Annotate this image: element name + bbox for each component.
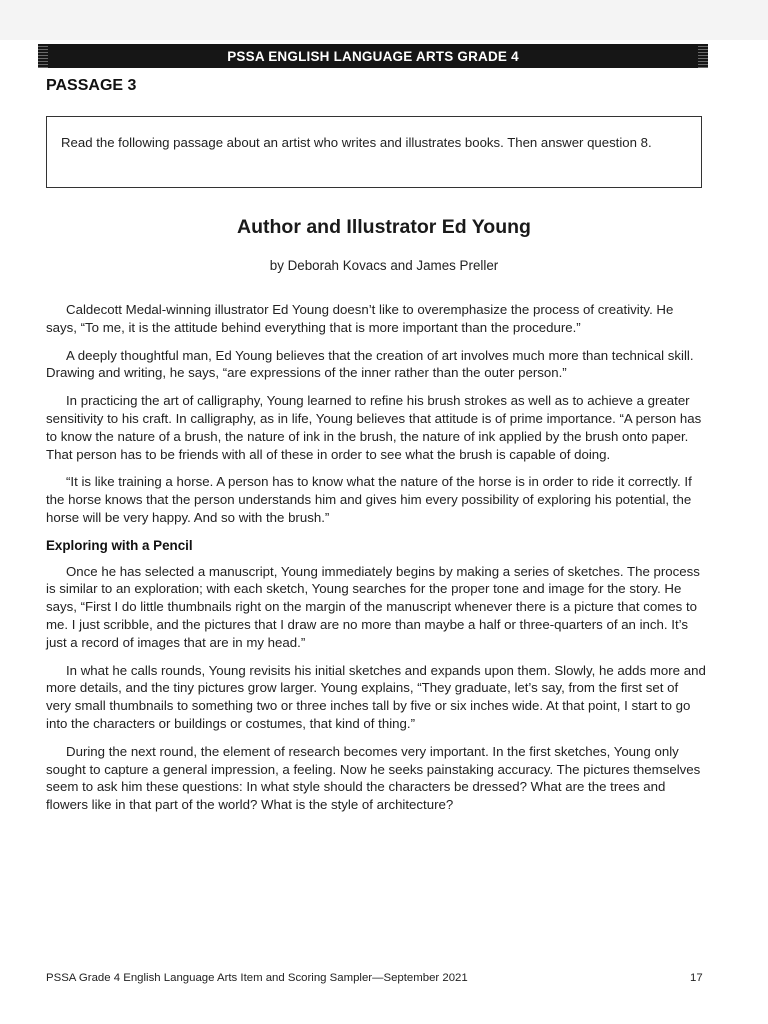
intro-box (46, 116, 702, 188)
passage-label: PASSAGE 3 (46, 77, 137, 94)
article-title: Author and Illustrator Ed Young (237, 216, 531, 238)
paragraph-2: A deeply thoughtful man, Ed Young believes that the creation of art involves much more than technical skill. Drawing and writing, he says, “are expressions of the inner rather than the outer person.” (46, 347, 694, 381)
section-heading: Exploring with a Pencil (46, 537, 193, 553)
section-paragraph-3: During the next round, the element of research becomes very important. In the first sketches, Young only sought to capture a general impression, a feeling. Now he seeks painstaking accuracy. The pictures themselves seem to ask him these questions: In what style should the characters be dressed? What are the trees and flowers like in that part of the world? What is the style of architecture? (46, 743, 701, 813)
header-title: PSSA ENGLISH LANGUAGE ARTS GRADE 4 (227, 48, 519, 64)
section-paragraph-1: Once he has selected a manuscript, Young immediately begins by making a series of sketches. The process is similar to an exploration; with each sketch, Young searches for the proper tone and image for the story. He says, “First I do little thumbnails right on the margin of the manuscript whenever there is a picture that comes to me. I just scribble, and the pictures that I draw are no more than maybe a half or three-quarters of an inch. It’s just a record of images that are in my head.” (46, 563, 700, 650)
header-bar-edge-left (38, 44, 48, 68)
paragraph-3: In practicing the art of calligraphy, Young learned to refine his brush strokes as well as to achieve a greater sensitivity to his craft. In calligraphy, as in life, Young believes that attitude is of prime importance. “A person has to know the nature of a brush, the nature of ink in the brush, the nature of ink applied by the brush onto paper. That person has to be friends with all of these in order to see what the brush is capable of doing. (46, 393, 702, 462)
intro-text: Read the following passage about an artist who writes and illustrates books. Then answer question 8. (61, 135, 652, 150)
article-byline: by Deborah Kovacs and James Preller (269, 258, 499, 273)
paragraph-4: “It is like training a horse. A person has to know what the nature of the horse is in order to ride it correctly. If the horse knows that the person understands him and gives him every possibility of exploring his potential, the horse will be very happy. And so with the brush.” (46, 474, 692, 525)
article-body (46, 301, 706, 824)
footer-source: PSSA Grade 4 English Language Arts Item and Scoring Sampler—September 2021 (46, 972, 468, 984)
header-bar-edge-right (698, 44, 708, 68)
page-number: 17 (690, 972, 703, 984)
section-paragraph-2: In what he calls rounds, Young revisits his initial sketches and expands upon them. Slowly, he adds more and more details, and the tiny pictures grow larger. Young explains, “They graduate, let’s say, from the first set of very small thumbnails to something two or three inches tall by five or six inches wide. At that point, I start to go into the characters or buildings or costumes, that kind of thing.” (46, 662, 706, 731)
paragraph-1: Caldecott Medal-winning illustrator Ed Young doesn’t like to overemphasize the process of creativity. He says, “To me, it is the attitude behind everything that is more important than the procedure.” (46, 302, 674, 335)
header-bar (44, 44, 702, 68)
scan-top-band (0, 0, 768, 40)
